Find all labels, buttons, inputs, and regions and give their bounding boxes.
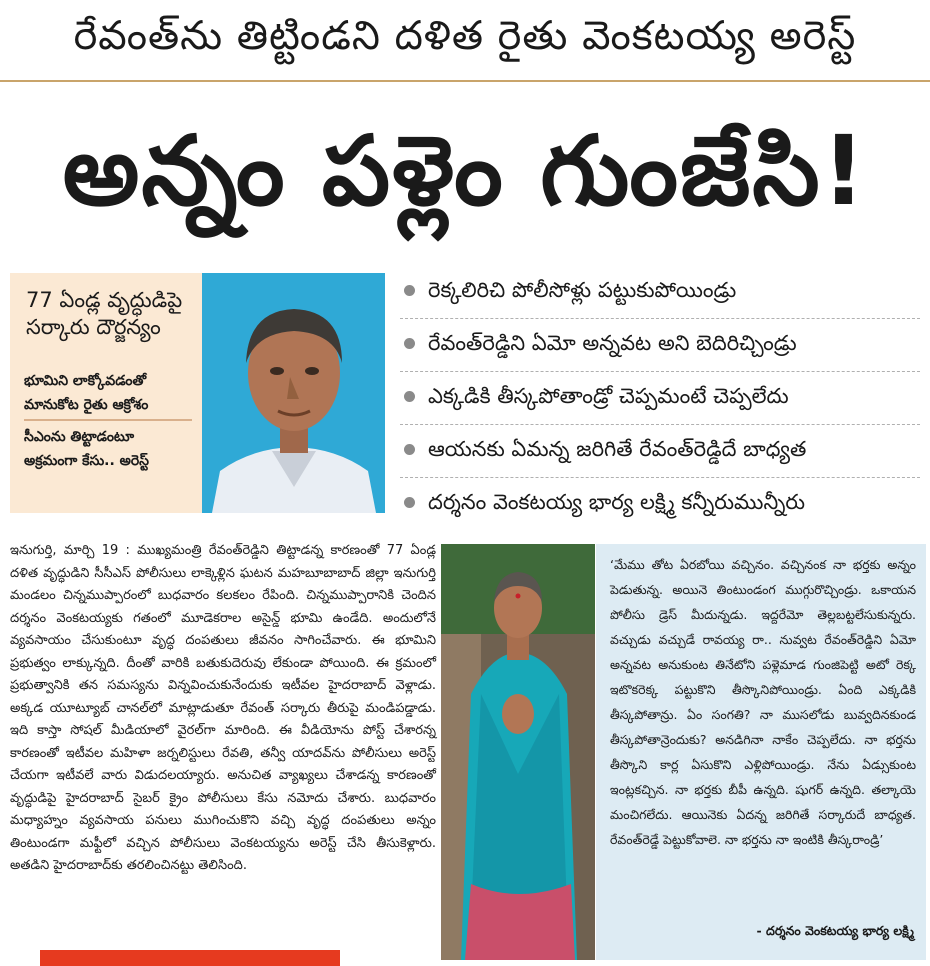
- bullet-icon: [404, 338, 415, 349]
- sidebar-subhead-line: మానుకోట రైతు ఆక్రోశం: [24, 397, 149, 413]
- article-body: ఇనుగుర్తి, మార్చి 19 : ముఖ్యమంత్రి రేవంత్‌రెడ్డిని తిట్టాడన్న కారణంతో 77 ఏండ్ల దళిత వృద్ధుడిని సీసీఎస్ పోలీసులు లాక్కెళ్లిన ఘటన మహబూబాబాద్ జిల్లా ఇనుగుర్తి మండలం చిన్నముప్పారంలో బుధవారం కలకలం రేపింది. చిన్నముప్పారానికి చెందిన దర్శనం వెంకటయ్యకు గతంలో మూడెకరాల అసైన్డ్ భూమి ఉండేది. అందులోనే వ్యవసాయం చేసుకుంటూ వృద్ధ దంపతులు జీవనం సాగించేవారు. ఈ భూమిని ప్రభుత్వం లాక్కున్నది. దీంతో వారికి బతుకుదెరువు లేకుండా పోయింది. ఈ క్రమంలో ప్రభుత్వానికి తన సమస్యను విన్నవించుకునేందుకు ఇటీవల హైదరాబాద్ వెళ్లాడు. అక్కడ యూట్యూబ్ చానల్‌లో మాట్లాడుతూ రేవంత్ సర్కారు తీరుపై మండిపడ్డాడు. ఇది కాస్తా సోషల్ మీడియాలో వైరల్‌గా మారింది. ఈ వీడియోను పోస్ట్ చేశారన్న కారణంతో ఇటీవల మహిళా జర్నలిస్టులు రేవతి, తన్వీ యాదవ్‌ను పోలీసులు అరెస్ట్ చేయగా ఇటీవలే వారు విడుదలయ్యారు. అనుచిత వ్యాఖ్యలు చేశాడన్న కారణంతో వృద్ధుడిపై హైదరాబాద్ సైబర్ క్రైం పోలీసులు కేసు నమోదు చేశారు. బుధవారం మధ్యాహ్నం వ్యవసాయ పనులు ముగించుకొని వచ్చి వృద్ధ దంపతులు అన్నం తింటుండగా మఫ్టీలో వచ్చిన పోలీసులు వెంకటయ్యను అరెస్ట్ చేసి తీసుకెళ్లారు. అతడిని హైదరాబాద్‌కు తరలించినట్టు తెలిసింది.: [10, 543, 436, 873]
- sidebar-subhead-land: [24, 369, 148, 417]
- highlight-item: [400, 425, 920, 478]
- kicker-headline: రేవంత్‌ను తిట్టిండని దళిత రైతు వెంకటయ్య అరెస్ట్: [73, 13, 857, 59]
- highlight-item: [400, 372, 920, 425]
- quote-box: [596, 544, 926, 960]
- sidebar-age-line: సర్కారు దౌర్జన్యం: [26, 315, 161, 339]
- highlight-text: దర్శనం వెంకటయ్య భార్య లక్ష్మి కన్నీరుమున్నీరు: [428, 490, 806, 514]
- next-section-banner: [40, 950, 340, 966]
- highlight-item: [400, 319, 920, 372]
- farmer-portrait-illustration: [202, 273, 385, 513]
- quote-attribution: - దర్శనం వెంకటయ్య భార్య లక్ష్మి: [756, 923, 914, 938]
- highlight-item: [400, 478, 920, 530]
- bullet-icon: [404, 391, 415, 402]
- highlight-item: [400, 266, 920, 319]
- farmer-photo: [202, 273, 385, 513]
- divider: [0, 80, 930, 82]
- sidebar-divider: [24, 419, 192, 421]
- wife-photo: [441, 544, 595, 960]
- sidebar-age-text: [26, 287, 182, 341]
- sidebar-box: [10, 273, 202, 513]
- bullet-icon: [404, 285, 415, 296]
- quote-text: ‘మేము తోట ఏరబోయి వచ్చినం. వచ్చినంక నా భర్తకు అన్నం పెడుతున్న. అయినె తింటుండంగ ముగ్గురొచ్చిండ్రు. ఒకాయన పోలీసు డ్రెస్ మీదున్నడు. ఇద్దరేమో తెల్లబట్టలేసుకున్నరు. వచ్చుడు వచ్చుడే రావయ్య రా.. నువ్వట రేవంత్‌రెడ్డిని ఏమో అన్నవట అనుకుంట తినేటోని పళ్లెమాడ గుంజిపెట్టి అటో రెక్క ఇటొకరెక్క పట్టుకొని తీస్కొనిపోయిండ్రు. ఏంది ఎక్కడికి తీస్కపోతాన్రు. ఏం సంగతి? నా ముసలోడు బువ్వదినకుండ తీస్కపోతాన్రెందుకు? అనడిగినా నాకేం చెప్పలేదు. నా భర్తను తీస్కొని కార్ల ఏసుకొని ఎళ్లిపోయిండ్రు. నేను ఏడ్సుకుంట ఇంట్లకచ్చిన. నా భర్తకు బీపీ ఉన్నది. షుగర్ ఉన్నది. తల్కాయె మంచిగలేదు. ఆయినెకు ఏదన్న జరిగితే సర్కారుదే బాధ్యత. రేవంత్‌రెడ్డే పెట్టుకోవాలె. నా భర్తను నా ఇంటికి తీస్కరాండ్రి’: [610, 557, 916, 847]
- bullet-icon: [404, 497, 415, 508]
- highlight-text: ఆయనకు ఏమన్న జరిగితే రేవంత్‌రెడ్డిదే బాధ్యత: [428, 437, 807, 461]
- sidebar-age-line: 77 ఏండ్ల వృద్ధుడిపై: [26, 288, 183, 312]
- sidebar-subhead-arrest: [24, 425, 149, 473]
- wife-portrait-illustration: [441, 544, 595, 960]
- sidebar-subhead-line: సీఎంను తిట్టాడంటూ: [24, 429, 135, 445]
- highlight-list: [400, 266, 920, 530]
- sidebar-subhead-line: భూమిని లాక్కోవడంతో: [24, 373, 147, 389]
- main-headline: అన్నం పళ్లెం గుంజేసి!: [62, 115, 868, 227]
- highlight-text: రెక్కలిరిచి పోలీసోళ్లు పట్టుకుపోయిండ్రు: [428, 278, 737, 302]
- bullet-icon: [404, 444, 415, 455]
- highlight-text: రేవంత్‌రెడ్డిని ఏమో అన్నవట అని బెదిరిచ్చిండ్రు: [428, 331, 797, 355]
- sidebar-subhead-line: అక్రమంగా కేసు.. అరెస్ట్: [24, 453, 150, 469]
- highlight-text: ఎక్కడికి తీస్కపోతాండ్రో చెప్పమంటే చెప్పలేదు: [428, 384, 789, 408]
